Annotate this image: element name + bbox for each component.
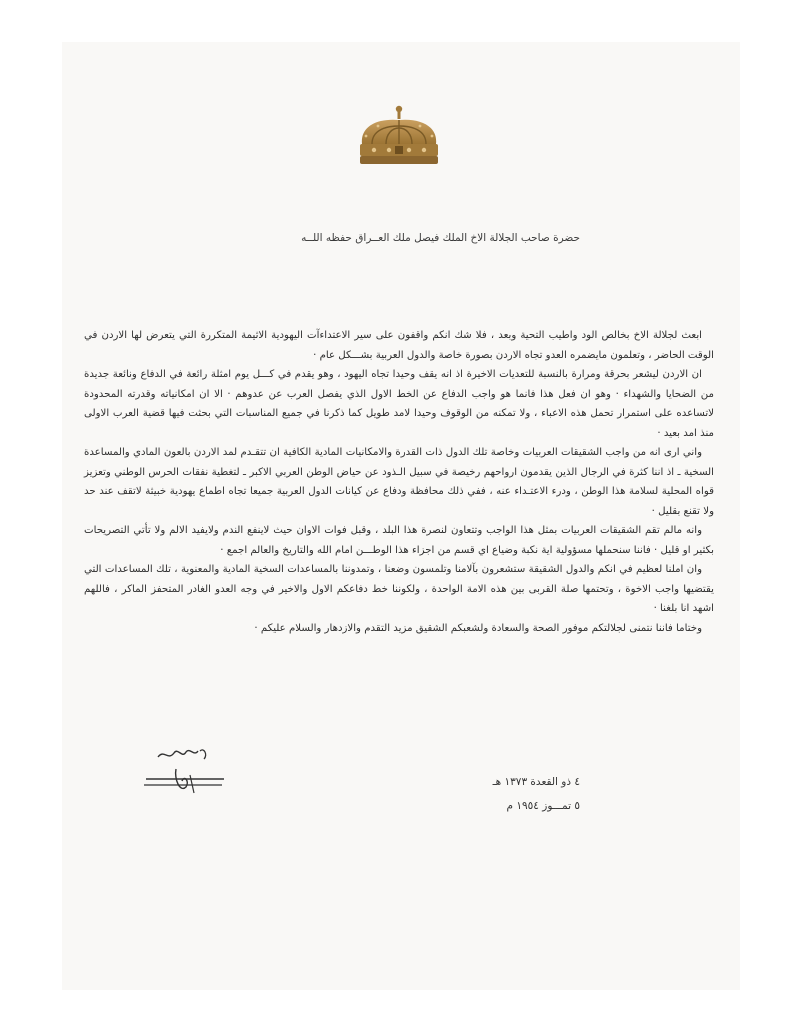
paragraph: وان املنا لعظيم في انكم والدول الشقيقة ستشعرون بآلامنا وتلمسون وضعنا ، وتمدوننا بالمساعدات السخية المادية والمعنوية ، تلك المساعدات التي يقتضيها واجب الاخوة ، وتحتمها صلة القربى بين هذه الامة الواحدة ، ولكوننا خط دفاعكم الاول والاخير في وجه العدو الغادر المتحفز الماكر ، فاللهم اشهد انا بلغنا · — [84, 564, 714, 614]
letter-addressee: حضرة صاحب الجلالة الاخ الملك فيصل ملك العــراق حفظه اللــه — [301, 232, 580, 244]
paragraph: ان الاردن ليشعر بحرقة ومرارة بالنسبة للتعديات الاخيرة اذ انه يقف وحيدا تجاه اليهود ، وهو يقدم في كـــل يوم امثلة رائعة في الدفاع ونائعة جديدة من الضحايا والشهداء · وهو ان فعل هذا فانما هو واجب الدفاع عن الخط الاول الذي يفصل العرب عن عدوهم · الا ان امكانياته وقدرته المحدودة لاتساعده على استمرار تحمل هذه الاعباء ، ولا تمكنه من الوقوف وحيدا لامد طويل كما ذكرنا في جميع المناسبات التي بحثت فيها قضية العرب الاولى منذ امد بعيد · — [84, 369, 714, 439]
date-gregorian: ٥ تمـــوز ١٩٥٤ م — [506, 800, 580, 812]
letter-body — [84, 326, 714, 638]
paragraph: وانه مالم تقم الشقيقات العربيات بمثل هذا الواجب وتتعاون لنصرة هذا البلد ، وقبل فوات الاوان حيث لاينفع الندم ولايفيد الالم ولا تأتي التصريحات بكثير او قليل · فاننا سنحملها مسؤولية اية نكبة وضياع اي قسم من اجزاء هذا الوطـــن امام الله والتاريخ والعالم اجمع · — [84, 525, 714, 556]
crown-emblem — [356, 104, 442, 174]
paragraph: ابعث لجلالة الاخ بخالص الود واطيب التحية وبعد ، فلا شك انكم واقفون على سير الاعتداءآت اليهودية الاثيمة المتكررة التي يتعرض لها الاردن في الوقت الحاضر ، وتعلمون مايضمره العدو تجاه الاردن بصورة خاصة والدول العربية بشـــكل عام · — [84, 330, 714, 361]
paragraph: واني ارى انه من واجب الشقيقات العربيات وخاصة تلك الدول ذات القدرة والامكانيات المادية الكافية ان تتقـدم لمد الاردن بالعون المادي والمساعدة السخية ـ اذ اننا كثرة في الرجال الذين يقدمون ارواحهم رخيصة في سبيل الـذود عن حياض الوطن العربي الاكبر ـ لتغطية نفقات الحرس الوطني وتعزيز قواه المحلية لسلامة هذا الوطن ، ودرء الاعتـداء عنه ، ففي ذلك محافظة ودفاع عن كيانات الدول العربية جميعا تجاه اطماع يهودية خبيثة لاتقف عند حد ولا تقنع بقليل · — [84, 447, 714, 517]
handwritten-signature — [138, 735, 238, 815]
paragraph: وختاما فاننا نتمنى لجلالتكم موفور الصحة والسعادة ولشعبكم الشقيق مزيد التقدم والازدهار والسلام عليكم · — [254, 622, 702, 634]
date-hijri: ٤ ذو القعدة ١٣٧٣ هـ — [492, 776, 580, 788]
letter-dates — [380, 770, 580, 818]
